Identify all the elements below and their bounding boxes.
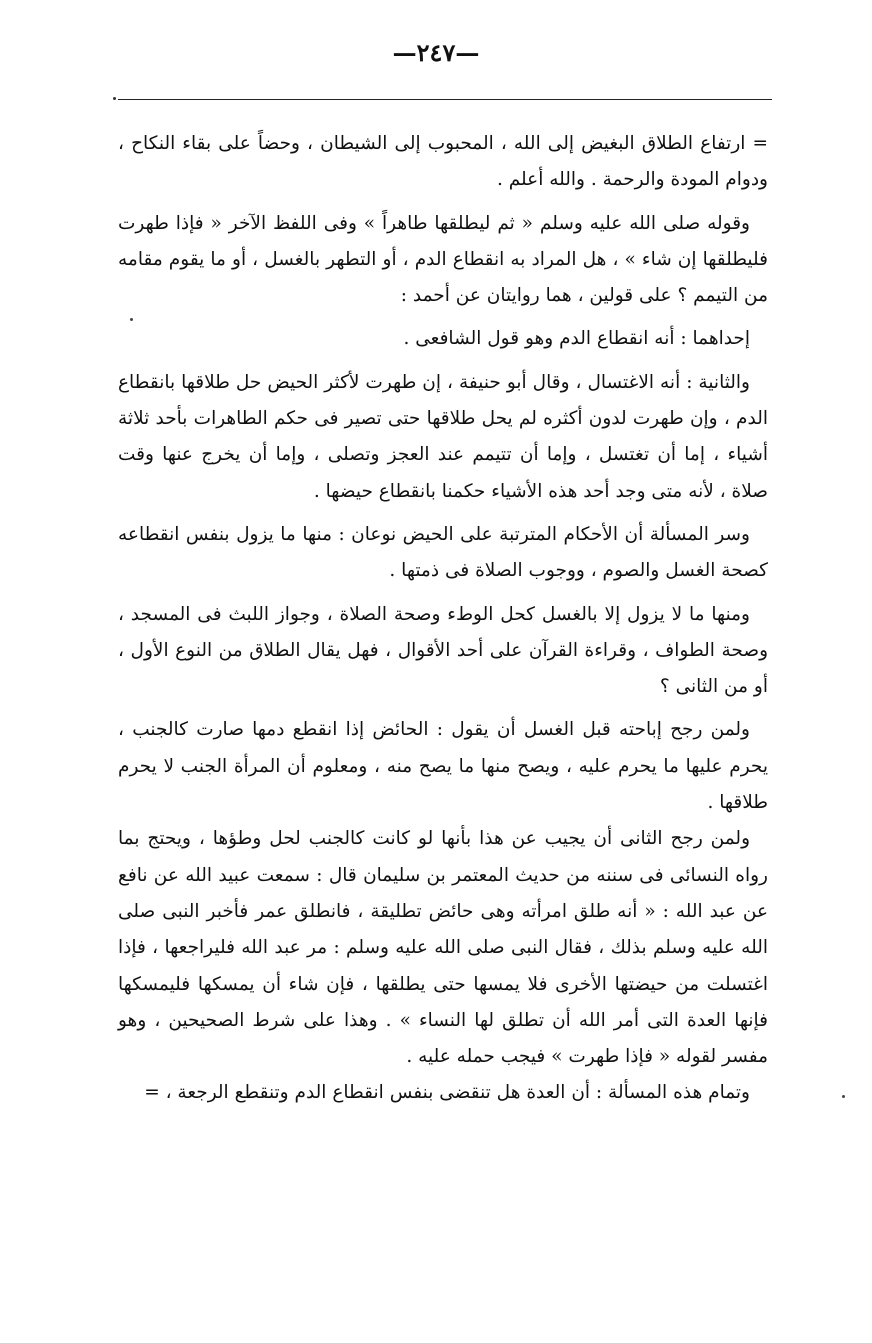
paragraph: وقوله صلى الله عليه وسلم « ثم ليطلقها طاهراً » وفى اللفظ الآخر « فإذا طهرت فليطلقها إن شاء » ، هل المراد به انقطاع الدم ، أو التطهر بالغسل ، أو ما يقوم مقامه من التيمم ؟ على قولين ، هما روايتان عن أحمد : bbox=[118, 212, 768, 307]
paragraph: ولمن رجح الثانى أن يجيب عن هذا بأنها لو كانت كالجنب لحل وطؤها ، ويحتج بما رواه النسائى فى سننه من حديث المعتمر بن سليمان قال : سمعت عبيد الله عن نافع عن عبد الله : « أنه طلق امرأته وهى حائض تطليقة ، فانطلق عمر فأخبر النبى صلى الله عليه وسلم بذلك ، فقال النبى صلى الله عليه وسلم : مر عبد الله فليراجعها ، فإذا اغتسلت من حيضتها الأخرى فلا يمسها حتى يطلقها ، فإن شاء أن يمسكها فليمسكها فإنها العدة التى أمر الله أن تطلق لها النساء » . وهذا على شرط الصحيحين ، وهو مفسر لقوله « فإذا طهرت » فيجب حمله عليه . bbox=[118, 828, 768, 1068]
paragraph: وسر المسألة أن الأحكام المترتبة على الحيض نوعان : منها ما يزول بنفس انقطاعه كصحة الغسل والصوم ، ووجوب الصلاة فى ذمتها . bbox=[118, 523, 768, 582]
header-divider bbox=[118, 99, 772, 100]
paragraph: ولمن رجح إباحته قبل الغسل أن يقول : الحائض إذا انقطع دمها صارت كالجنب ، يحرم عليها ما يحرم عليه ، ويصح منها ما يصح منه ، ومعلوم أن المرأة الجنب لا يحرم طلاقها . bbox=[118, 719, 768, 814]
paragraph-continued: وتمام هذه المسألة : أن العدة هل تنقضى بنفس انقطاع الدم وتنقطع الرجعة ، = bbox=[144, 1082, 750, 1104]
scan-speck bbox=[130, 318, 133, 321]
paragraph: والثانية : أنه الاغتسال ، وقال أبو حنيفة ، إن طهرت لأكثر الحيض حل طلاقها بانقطاع الدم ، وإن طهرت لدون أكثره لم يحل طلاقها حتى تصير فى حكم الطاهرات بأحد ثلاثة أشياء ، إما أن تغتسل ، وإما أن تتيمم عند العجز وتصلى ، وإما أن يخرج عنها وقت صلاة ، لأنه متى وجد أحد هذه الأشياء حكمنا بانقطاع حيضها . bbox=[118, 371, 768, 502]
paragraph: إحداهما : أنه انقطاع الدم وهو قول الشافعى . bbox=[403, 328, 750, 350]
page-number: —٢٤٧— bbox=[392, 38, 480, 67]
page-body bbox=[118, 126, 768, 1112]
paragraph-continuation: = ارتفاع الطلاق البغيض إلى الله ، المحبوب إلى الشيطان ، وحضاً على بقاء النكاح ، ودوام المودة والرحمة . والله أعلم . bbox=[118, 133, 768, 191]
divider-dot bbox=[113, 97, 116, 100]
scan-speck bbox=[842, 1095, 845, 1098]
paragraph: ومنها ما لا يزول إلا بالغسل كحل الوطء وصحة الصلاة ، وجواز اللبث فى المسجد ، وصحة الطواف ، وقراءة القرآن على أحد الأقوال ، فهل يقال الطلاق من النوع الأول ، أو من الثانى ؟ bbox=[118, 603, 768, 698]
